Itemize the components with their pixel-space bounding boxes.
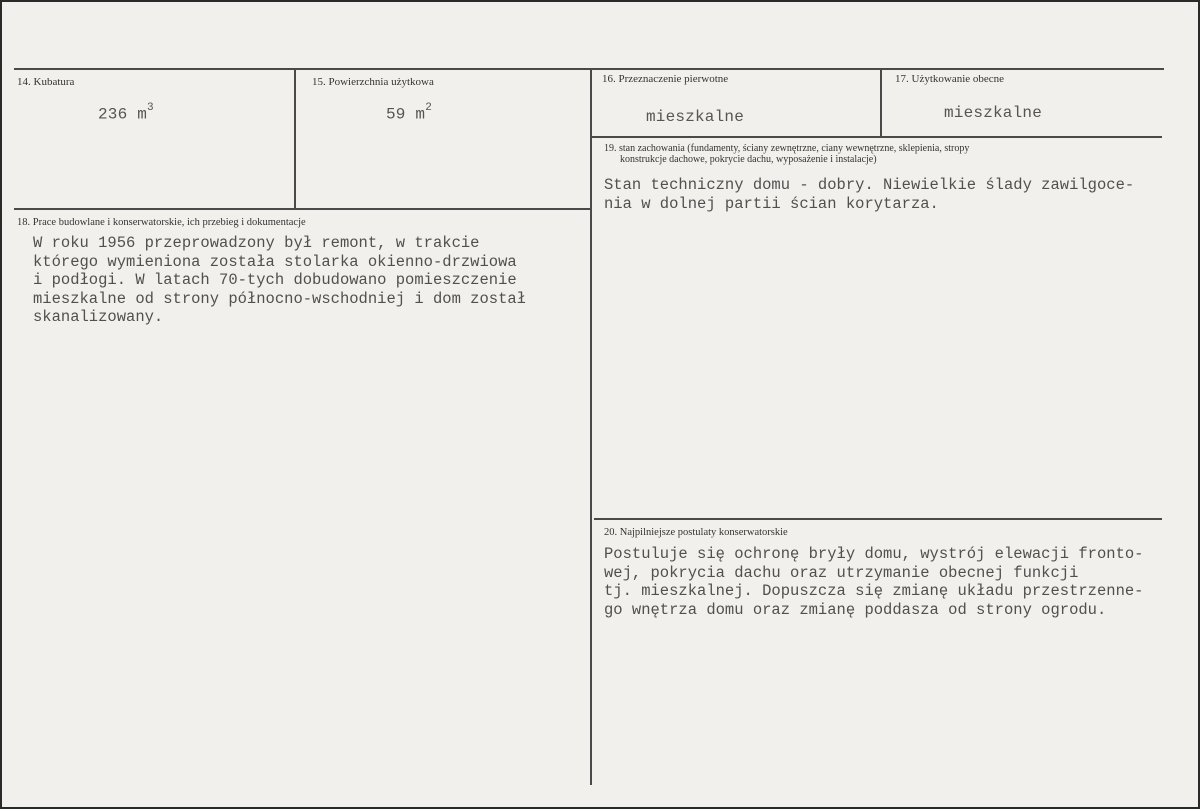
field-15-number: 59 m: [386, 105, 426, 124]
field-20-line: tj. mieszkalnej. Dopuszcza się zmianę układu przestrzenne-: [604, 582, 1144, 600]
field-18-label: 18. Prace budowlane i konserwatorskie, ich przebieg i dokumentacje: [17, 217, 306, 228]
field-15-label: 15. Powierzchnia użytkowa: [312, 76, 434, 88]
field-18-line: W roku 1956 przeprowadzony był remont, w trakcie: [33, 234, 480, 252]
field-20-text: [604, 545, 1144, 619]
field-14-label: 14. Kubatura: [17, 76, 75, 88]
top-rule: [14, 68, 1164, 70]
field-16-value: mieszkalne: [646, 108, 745, 126]
rule-below-14-15: [14, 208, 590, 210]
field-20-line: go wnętrza domu oraz zmianę poddasza od strony ogrodu.: [604, 600, 1107, 619]
field-19-label-line-2: konstrukcje dachowe, pokrycie dachu, wyposażenie i instalacje): [620, 154, 877, 165]
divider-14-15: [294, 69, 296, 208]
divider-16-17: [880, 69, 882, 136]
field-14-unit-exponent: 3: [147, 102, 154, 114]
field-16-label: 16. Przeznaczenie pierwotne: [602, 73, 729, 85]
field-19-label-line-1: 19. stan zachowania (fundamenty, ściany zewnętrzne, ciany wewnętrzne, sklepienia, stropy: [604, 143, 970, 154]
field-17-label: 17. Użytkowanie obecne: [895, 73, 1005, 85]
field-19-line: Stan techniczny domu - dobry. Niewielkie ślady zawilgoce-: [604, 176, 1135, 194]
field-20-line: wej, pokrycia dachu oraz utrzymanie obecnej funkcji: [604, 563, 1079, 582]
rule-below-19: [594, 518, 1162, 520]
field-18-line: i podłogi. W latach 70-tych dobudowano pomieszczenie: [33, 271, 517, 289]
field-18-line: którego wymieniona została stolarka okienno-drzwiowa: [33, 252, 517, 271]
field-14-value: [98, 104, 154, 123]
field-18-line: skanalizowany.: [33, 308, 164, 326]
field-20-label: 20. Najpilniejsze postulaty konserwatorskie: [604, 527, 788, 538]
field-15-value: [386, 104, 432, 123]
field-19-line: nia w dolnej partii ścian korytarza.: [604, 194, 939, 213]
rule-below-16-17: [592, 136, 1162, 138]
field-14-number: 236 m: [98, 105, 148, 124]
field-17-value: mieszkalne: [944, 104, 1043, 122]
field-20-line: Postuluje się ochronę bryły domu, wystrój elewacji fronto-: [604, 545, 1144, 563]
center-divider: [590, 69, 592, 785]
field-15-unit-exponent: 2: [425, 102, 433, 114]
field-19-text: [604, 176, 1134, 213]
field-18-line: mieszkalne od strony północno-wschodniej i dom został: [33, 289, 526, 308]
field-18-text: [33, 234, 526, 327]
